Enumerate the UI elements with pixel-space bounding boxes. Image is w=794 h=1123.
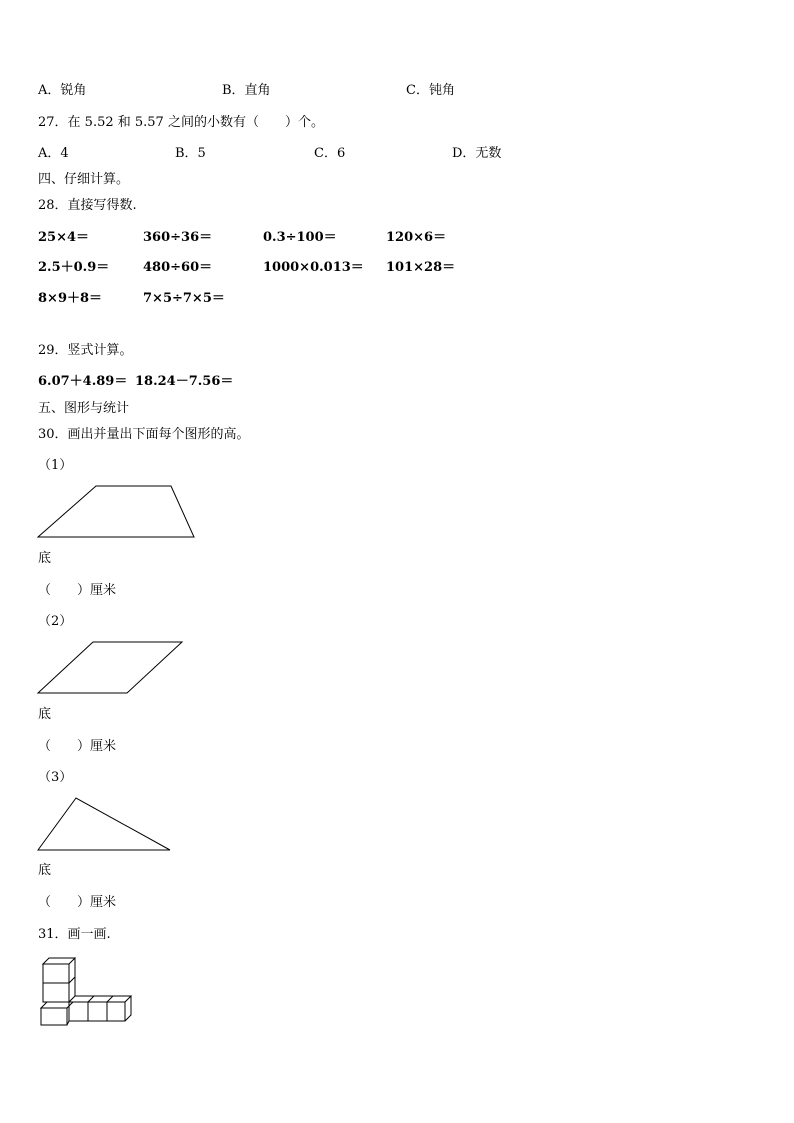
q28-item: 8×9＋8＝ <box>38 291 103 306</box>
q28-item: 2.5＋0.9＝ <box>38 260 110 275</box>
q30-part-label: （3） <box>38 770 73 785</box>
q30-base-label: 底 <box>38 707 52 722</box>
q28-item: 480÷60＝ <box>143 260 213 275</box>
q28-stem: 28．直接写得数. <box>38 198 137 213</box>
trapezoid-figure <box>36 484 198 542</box>
q30-answer-blank: （ ）厘米 <box>38 583 117 598</box>
q26-option-b: B．直角 <box>222 83 271 98</box>
q27-option-b: B．5 <box>175 146 206 161</box>
q26-option-c: C．钝角 <box>406 83 455 98</box>
cube-stack-figure <box>38 956 134 1028</box>
section5-title: 五、图形与统计 <box>38 401 130 416</box>
q31-stem: 31．画一画. <box>38 927 111 942</box>
q29-item: 6.07＋4.89＝ <box>38 374 128 389</box>
q28-item: 1000×0.013＝ <box>263 260 364 275</box>
q29-stem: 29．竖式计算。 <box>38 343 133 358</box>
q30-part-label: （1） <box>38 458 73 473</box>
q30-part-label: （2） <box>38 614 73 629</box>
q30-base-label: 底 <box>38 551 52 566</box>
q30-answer-blank: （ ）厘米 <box>38 895 117 910</box>
q27-option-d: D．无数 <box>452 146 502 161</box>
parallelogram-figure <box>36 640 186 698</box>
triangle-figure <box>36 796 174 854</box>
q27-stem: 27．在 5.52 和 5.57 之间的小数有（ ）个。 <box>38 115 324 130</box>
q29-item: 18.24－7.56＝ <box>135 374 234 389</box>
q26-option-a: A．锐角 <box>38 83 87 98</box>
q28-item: 7×5÷7×5＝ <box>143 291 225 306</box>
q28-item: 25×4＝ <box>38 230 90 245</box>
q30-answer-blank: （ ）厘米 <box>38 739 117 754</box>
q28-item: 101×28＝ <box>386 260 456 275</box>
q27-option-a: A．4 <box>38 146 69 161</box>
q30-stem: 30．画出并量出下面每个图形的高。 <box>38 427 250 442</box>
q28-item: 360÷36＝ <box>143 230 213 245</box>
q27-option-c: C．6 <box>314 146 346 161</box>
q28-item: 120×6＝ <box>386 230 447 245</box>
q28-item: 0.3÷100＝ <box>263 230 337 245</box>
q30-base-label: 底 <box>38 863 52 878</box>
section4-title: 四、仔细计算。 <box>38 172 130 187</box>
